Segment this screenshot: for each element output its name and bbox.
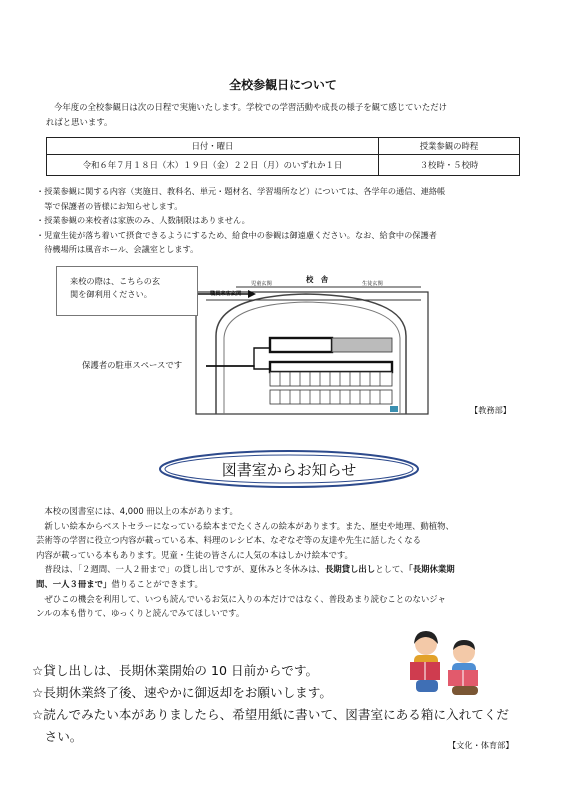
library-paragraph-line: 新しい絵本からベストセラーになっている絵本までたくさんの絵本があります。また、歴史や地理、動植物、 bbox=[36, 520, 454, 531]
staff-entrance-label: 職員来客玄関 bbox=[210, 291, 242, 297]
callout-parking: 保護者の駐車スペースです bbox=[82, 360, 183, 370]
visit-intro-line-1: 今年度の全校参観日は次の日程で実施いたします。学校での学習活動や成長の様子を観て感じていただけ bbox=[54, 102, 447, 112]
lend-post: 借りることができます。 bbox=[111, 578, 203, 589]
visit-notes bbox=[36, 184, 536, 257]
callout-entrance-line-1: 来校の際は、こちらの玄 bbox=[70, 276, 161, 286]
visit-title: 全校参観日について bbox=[229, 78, 337, 92]
note-line: 待機場所は風音ホール、会議室とします。 bbox=[36, 244, 199, 255]
note-line: ・授業参観の来校者は家族のみ、人数制限はありません。 bbox=[36, 215, 250, 226]
library-closing-line: ンルの本も借りて、ゆっくりと読んでみてほしいです。 bbox=[36, 608, 245, 619]
library-paragraph-line: 内容が載っている本もあります。児童・生徒の皆さんに人気の本はしかけ絵本です。 bbox=[36, 549, 353, 560]
table-header-period: 授業参観の時程 bbox=[379, 138, 520, 155]
campus-map bbox=[56, 266, 456, 426]
library-paragraphs bbox=[36, 504, 455, 621]
table-row bbox=[47, 155, 520, 176]
library-paragraph-line: 芸術等の学習に役立つ内容が載っている本、料理のレシピ本、なぞなぞ等の友達や先生に話したくなる bbox=[36, 535, 422, 546]
library-title-oval bbox=[158, 449, 420, 489]
schedule-table bbox=[46, 137, 520, 176]
bullet-line: さい。 bbox=[32, 729, 83, 744]
bullet-line: ☆読んでみたい本がありましたら、希望用紙に書いて、図書室にある箱に入れてくだ bbox=[32, 707, 510, 722]
library-closing-line: ぜひこの機会を利用して、いつも読んでいるお気に入りの本だけではなく、普段あまり読むことのないジャ bbox=[36, 593, 446, 604]
visit-intro-line-2: ればと思います。 bbox=[46, 117, 113, 127]
bullet-line: ☆長期休業終了後、速やかに御返却をお願いします。 bbox=[32, 685, 332, 700]
note-line: 等で保護者の皆様にお知らせします。 bbox=[36, 200, 183, 211]
table-header-date: 日付・曜日 bbox=[47, 138, 379, 155]
table-header-row bbox=[47, 138, 520, 155]
callout-entrance bbox=[70, 275, 160, 301]
visit-dept: 【教務部】 bbox=[470, 405, 511, 415]
library-lending-line-2 bbox=[36, 577, 455, 592]
bullet-line: ☆貸し出しは、長期休業開始の 10 日前からです。 bbox=[32, 663, 319, 678]
student-entrance-2-label: 生徒玄関 bbox=[362, 281, 383, 287]
table-cell-date: 令和６年７月１８日（木）１９日（金）２２日（月）のいずれか１日 bbox=[47, 155, 379, 176]
note-line: ・授業参観に関する内容（実施日、教科名、単元・題材名、学習場所など）については、各学年の通信、連絡帳 bbox=[36, 186, 446, 196]
lend-bold-1: 長期貸し出し bbox=[324, 564, 376, 575]
library-title: 図書室からお知らせ bbox=[221, 461, 357, 479]
student-entrance-label: 児童玄関 bbox=[251, 281, 272, 287]
callout-entrance-line-2: 関を御利用ください。 bbox=[70, 289, 152, 299]
library-lending-line-1 bbox=[36, 562, 455, 577]
library-dept: 【文化・体育部】 bbox=[448, 740, 514, 750]
lend-pre: 普段は、「２週間、一人２冊まで」の貸し出しですが、夏休みと冬休みは、 bbox=[36, 564, 325, 575]
library-paragraph-line: 本校の図書室には、4,000 冊以上の本があります。 bbox=[36, 506, 238, 516]
lend-bold-3: 間、一人３冊まで」 bbox=[36, 578, 112, 589]
lend-mid: として、 bbox=[375, 564, 409, 575]
note-line: ・児童生徒が落ち着いて摂食できるようにするため、給食中の参観は御遠慮ください。なお、給食中の保護者 bbox=[36, 229, 437, 240]
building-label: 校 舎 bbox=[306, 275, 329, 284]
lend-bold-2: 「長期休業期 bbox=[408, 564, 455, 575]
parking-row-1 bbox=[270, 338, 392, 352]
table-cell-period: ３校時・５校時 bbox=[379, 155, 520, 176]
parking-row-2 bbox=[270, 362, 392, 386]
library-bullets bbox=[32, 660, 509, 748]
